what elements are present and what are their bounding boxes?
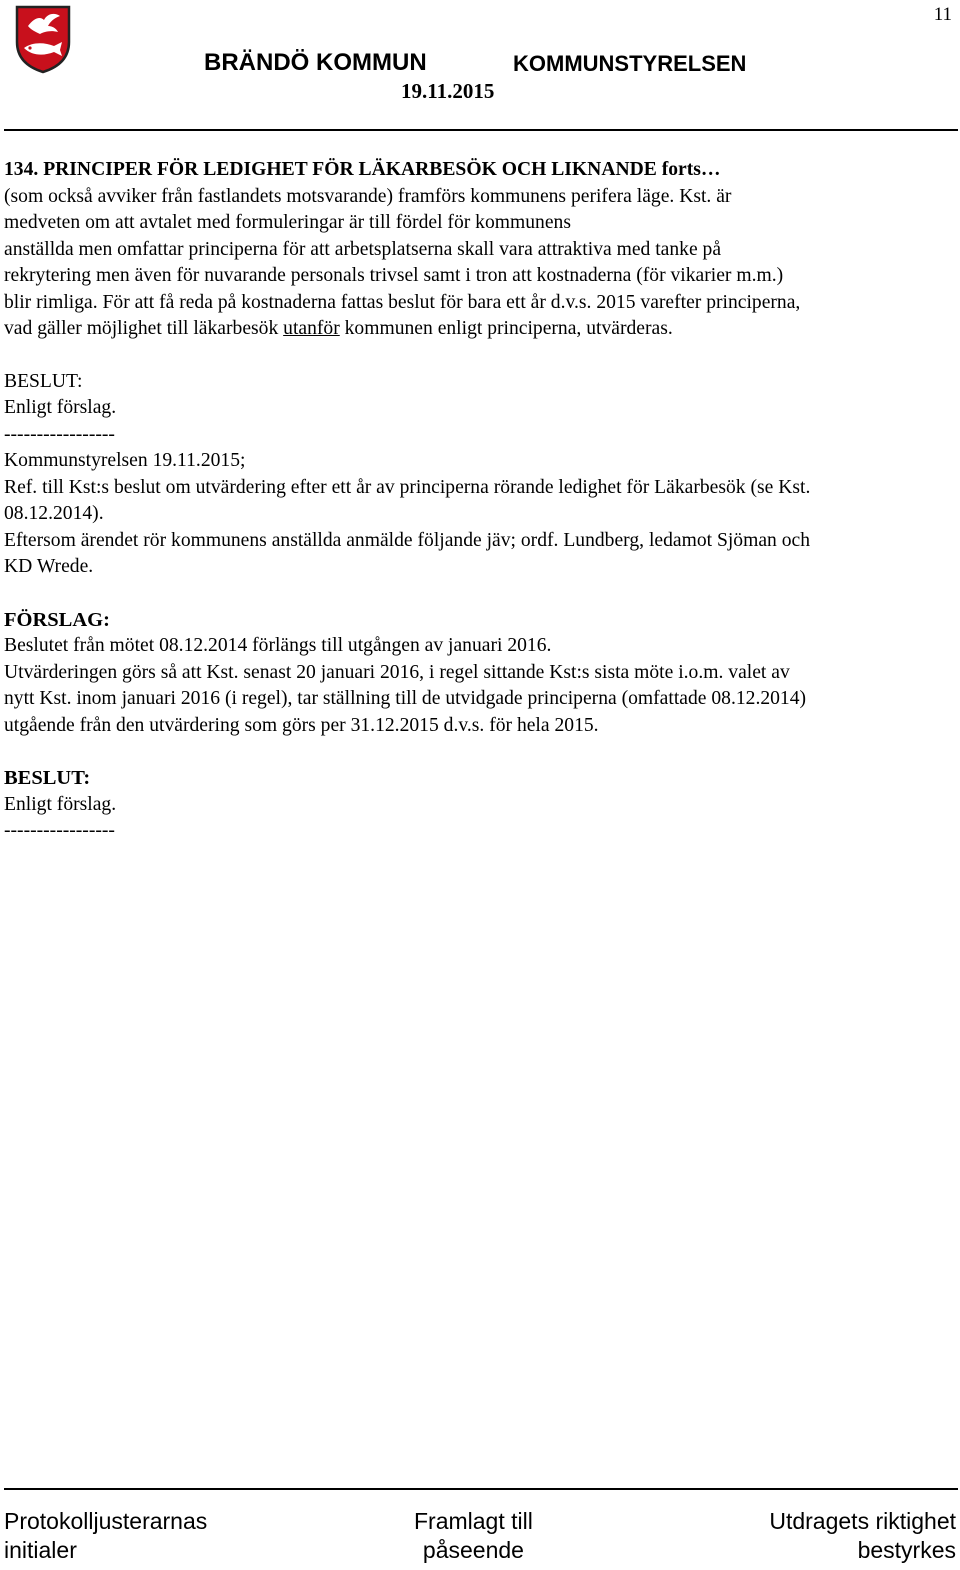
paragraph-line bbox=[4, 316, 960, 343]
decision-text: Enligt förslag. bbox=[4, 397, 117, 418]
footer-label: initialer bbox=[4, 1537, 77, 1563]
page-number: 11 bbox=[933, 4, 952, 25]
paragraph-line: medveten om att avtalet med formuleringar är till fördel för kommunens bbox=[4, 212, 571, 233]
decision-text-2: Enligt förslag. bbox=[4, 793, 117, 815]
municipality-name: BRÄNDÖ KOMMUN bbox=[204, 49, 427, 76]
paragraph-line: (som också avviker från fastlandets motsvarande) framförs kommunens perifera läge. Kst. är bbox=[4, 185, 732, 207]
reference-line: Eftersom ärendet rör kommunens anställda anmälde följande jäv; ordf. Lundberg, ledamot Sjöman och bbox=[4, 529, 811, 551]
reference-line: KD Wrede. bbox=[4, 556, 94, 577]
footer-label: Framlagt till bbox=[414, 1508, 533, 1534]
separator: ----------------- bbox=[4, 423, 115, 445]
footer-label: bestyrkes bbox=[857, 1537, 956, 1563]
paragraph-line: rekrytering men även för nuvarande personals trivsel samt i tron att kostnaderna (för vikarier m.m.) bbox=[4, 265, 784, 286]
board-name: KOMMUNSTYRELSEN bbox=[513, 51, 747, 76]
meeting-line: Kommunstyrelsen 19.11.2015; bbox=[4, 450, 246, 471]
meeting-date: 19.11.2015 bbox=[401, 79, 495, 103]
footer-label: Protokolljusterarnas bbox=[4, 1508, 208, 1534]
header-rule bbox=[4, 129, 958, 131]
footer-rule bbox=[4, 1488, 958, 1490]
paragraph-line: blir rimliga. För att få reda på kostnaderna fattas beslut för bara ett år d.v.s. 2015 varefter principerna, bbox=[4, 291, 801, 313]
footer-label: påseende bbox=[422, 1537, 524, 1563]
document-body bbox=[4, 157, 960, 845]
paragraph-line: anställda men omfattar principerna för att arbetsplatserna skall vara attraktiva med tanke på bbox=[4, 238, 722, 260]
paragraph-text: vad gäller möjlighet till läkarbesök bbox=[4, 318, 284, 339]
proposal-heading: FÖRSLAG: bbox=[4, 608, 110, 631]
decision-heading: BESLUT: bbox=[4, 370, 83, 392]
footer-label: Utdragets riktighet bbox=[769, 1508, 956, 1534]
proposal-line: Beslutet från mötet 08.12.2014 förlängs till utgången av januari 2016. bbox=[4, 635, 552, 656]
reference-line: 08.12.2014). bbox=[4, 503, 104, 524]
footer-initials bbox=[4, 1507, 207, 1565]
footer-public-display bbox=[414, 1507, 533, 1565]
decision-heading-2: BESLUT: bbox=[4, 767, 91, 789]
footer-certification bbox=[769, 1507, 956, 1565]
proposal-line: Utvärderingen görs så att Kst. senast 20 januari 2016, i regel sittande Kst:s sista möte i.o.m. valet av bbox=[4, 661, 790, 683]
separator-2: ----------------- bbox=[4, 820, 115, 841]
proposal-line: nytt Kst. inom januari 2016 (i regel), tar ställning till de utvidgade principerna (omfattade 08.12.2014) bbox=[4, 688, 807, 709]
reference-line: Ref. till Kst:s beslut om utvärdering efter ett år av principerna rörande ledighet för Läkarbesök (se Kst. bbox=[4, 476, 811, 498]
brando-coat-of-arms-icon bbox=[14, 4, 72, 74]
section-title: 134. PRINCIPER FÖR LEDIGHET FÖR LÄKARBESÖK OCH LIKNANDE forts… bbox=[4, 159, 721, 180]
underlined-word: utanför bbox=[283, 318, 340, 339]
paragraph-text: kommunen enligt principerna, utvärderas. bbox=[339, 318, 673, 339]
proposal-line: utgående från den utvärdering som görs per 31.12.2015 d.v.s. för hela 2015. bbox=[4, 714, 599, 736]
